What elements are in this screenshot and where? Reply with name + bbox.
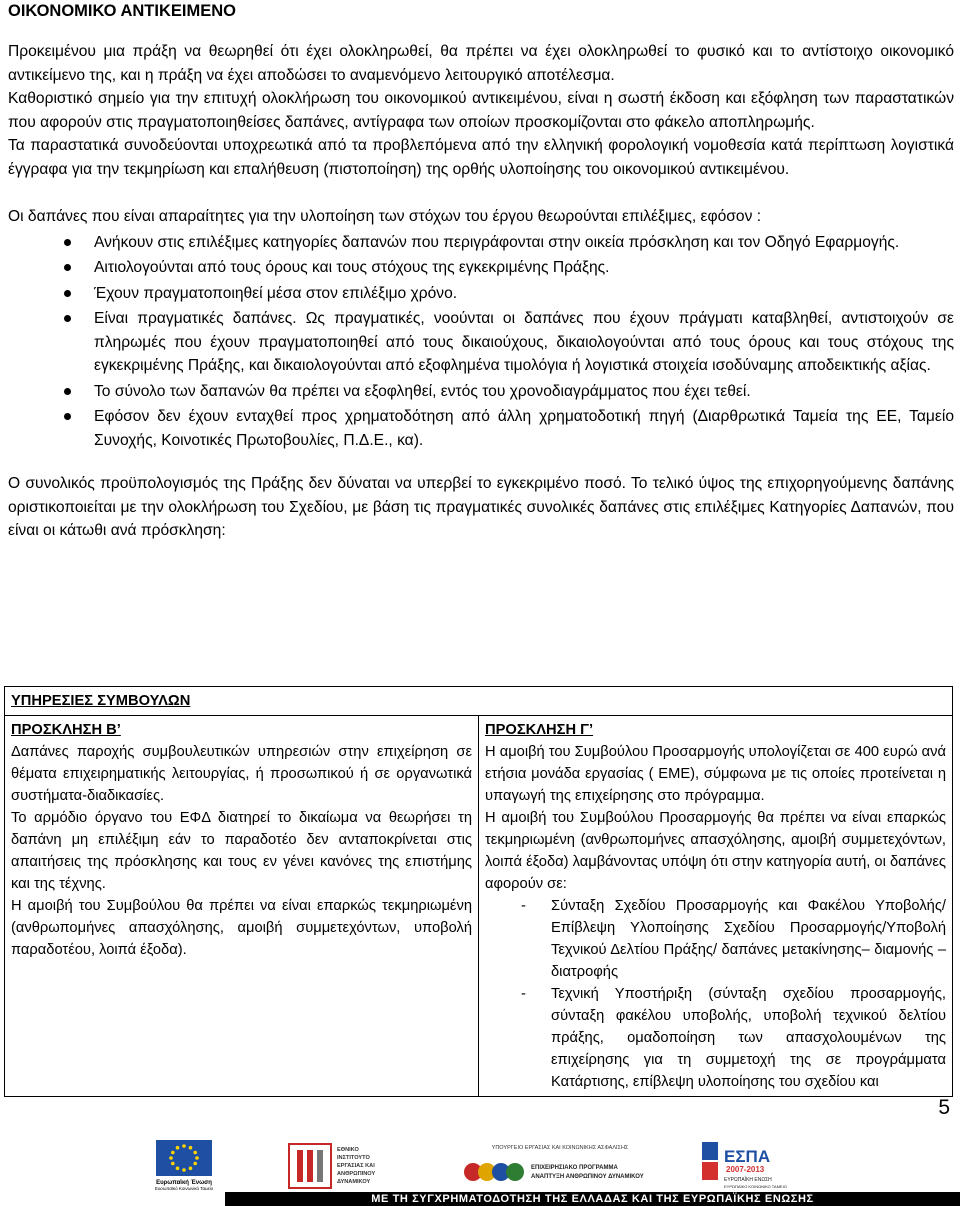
list-item: Έχουν πραγματοποιηθεί μέσα στον επιλέξιμο χρόνο. xyxy=(8,282,954,306)
svg-text:ΕΥΡΩΠΑΪΚΗ ΕΝΩΣΗ: ΕΥΡΩΠΑΪΚΗ ΕΝΩΣΗ xyxy=(724,1177,772,1183)
list-item: Εφόσον δεν έχουν ενταχθεί προς χρηματοδότηση από άλλη χρηματοδοτική πηγή (Διαρθρωτικά Ταμεία της ΕΕ, Ταμείο Συνοχής, Κοινοτικές Πρωτοβουλίες, Π.Δ.Ε., κα). xyxy=(8,405,954,452)
eiead-logo xyxy=(285,1140,395,1190)
paragraph-1: Προκειμένου μια πράξη να θεωρηθεί ότι έχει ολοκληρωθεί, θα πρέπει να έχει ολοκληρωθεί το φυσικό και το αντίστοιχο οικονομικό αντικείμενο της, και η πράξη να έχει αποδώσει το αναμενόμενο λειτουργικό αποτέλεσμα. xyxy=(8,43,954,84)
eu-flag-logo xyxy=(150,1140,218,1190)
call-b-paragraph-2: Το αρμόδιο όργανο του ΕΦΔ διατηρεί το δικαίωμα να θεωρήσει τη δαπάνη μη επιλέξιμη εάν το παραδοτέο δεν ανταποκρίνεται στις απαιτήσεις της πρόσκλησης και τους εν γένει κανόνες της επιστήμης και της τέχνης. xyxy=(11,810,472,892)
section-heading: ΟΙΚΟΝΟΜΙΚΟ ΑΝΤΙΚΕΙΜΕΝΟ xyxy=(8,2,236,20)
list-item: Αιτιολογούνται από τους όρους και τους στόχους της εγκεκριμένης Πράξης. xyxy=(8,256,954,280)
bullet-icon xyxy=(64,264,71,271)
bullet-icon xyxy=(64,413,71,420)
dash-icon: - xyxy=(521,986,526,1002)
call-c-paragraph-1: Η αμοιβή του Συμβούλου Προσαρμογής υπολογίζεται σε 400 ευρώ ανά ετήσια μονάδα εργασίας ( ΕΜΕ), σύμφωνα με τις οποίες προτείνεται η υπαγωγή της επιχείρησης στο πρόγραμμα. xyxy=(485,744,946,804)
svg-text:2007-2013: 2007-2013 xyxy=(726,1165,765,1174)
funding-footer xyxy=(0,1136,960,1206)
call-c-list xyxy=(485,895,946,1093)
logo-row xyxy=(0,1136,960,1194)
table-title: ΥΠΗΡΕΣΙΕΣ ΣΥΜΒΟΥΛΩΝ xyxy=(11,693,191,709)
list-item: - Τεχνική Υποστήριξη (σύνταξη σχεδίου προσαρμογής, σύνταξη φακέλου υποβολής, υποβολή τεχνικού δελτίου πράξης, ομαδοποίηση των απασχολουμένων της επιχείρησης για τη συμμετοχή της σε προγράμματα Κατάρτισης, επίβλεψη υλοποίησης του σχεδίου και xyxy=(485,983,946,1093)
call-c-cell xyxy=(479,716,953,1097)
document-page xyxy=(8,0,954,543)
call-c-heading: ΠΡΟΣΚΛΗΣΗ Γ’ xyxy=(485,722,594,738)
bullet-icon xyxy=(64,239,71,246)
svg-text:ΔΥΝΑΜΙΚΟΥ: ΔΥΝΑΜΙΚΟΥ xyxy=(337,1179,371,1185)
dash-icon: - xyxy=(521,898,526,914)
svg-text:Ευρωπαϊκό Κοινωνικό Ταμείο: Ευρωπαϊκό Κοινωνικό Ταμείο xyxy=(154,1186,214,1190)
svg-text:ΕΠΙΧΕΙΡΗΣΙΑΚΟ ΠΡΟΓΡΑΜΜΑ: ΕΠΙΧΕΙΡΗΣΙΑΚΟ ΠΡΟΓΡΑΜΜΑ xyxy=(531,1165,618,1171)
expense-categories-table xyxy=(4,686,953,1097)
svg-text:ΑΝΑΠΤΥΞΗ ΑΝΘΡΩΠΙΝΟΥ ΔΥΝΑΜΙΚΟΥ: ΑΝΑΠΤΥΞΗ ΑΝΘΡΩΠΙΝΟΥ ΔΥΝΑΜΙΚΟΥ xyxy=(531,1174,644,1180)
paragraph-2: Καθοριστικό σημείο για την επιτυχή ολοκλήρωση του οικονομικού αντικειμένου, είναι η σωστή έκδοση και εξόφληση των παραστατικών που αφορούν στις πραγματοποιηθείσες δαπάνες, αντίγραφα των οποίων προσκομίζονται στο φάκελο αποπληρωμής. xyxy=(8,90,954,131)
bullet-icon xyxy=(64,315,71,322)
svg-text:ΕΥΡΩΠΑΪΚΟ ΚΟΙΝΩΝΙΚΟ ΤΑΜΕΙΟ: ΕΥΡΩΠΑΪΚΟ ΚΟΙΝΩΝΙΚΟ ΤΑΜΕΙΟ xyxy=(724,1184,787,1189)
eligibility-list xyxy=(8,231,954,453)
paragraph-5: Ο συνολικός προϋπολογισμός της Πράξης δεν δύναται να υπερβεί το εγκεκριμένο ποσό. Το τελικό ύψος της επιχορηγούμενης δαπάνης οριστικοποιείται με την ολοκλήρωση του Σχεδίου, με βάση τις πραγματικές συνολικές δαπάνες στις επιλέξιμες Κατηγορίες Δαπανών, που είναι οι κάτωθι ανά πρόσκληση: xyxy=(8,475,954,539)
call-b-cell xyxy=(5,716,479,1097)
paragraph-4: Οι δαπάνες που είναι απαραίτητες για την υλοποίηση των στόχων του έργου θεωρούνται επιλέξιμες, εφόσον : xyxy=(8,208,762,225)
svg-text:ΕΡΓΑΣΙΑΣ ΚΑΙ: ΕΡΓΑΣΙΑΣ ΚΑΙ xyxy=(337,1163,375,1169)
svg-text:ΕΘΝΙΚΟ: ΕΘΝΙΚΟ xyxy=(337,1147,359,1153)
table-title-cell xyxy=(5,687,953,716)
call-c-paragraph-2: Η αμοιβή του Συμβούλου Προσαρμογής θα πρέπει να είναι επαρκώς τεκμηριωμένη (ανθρωπομήνες απασχόλησης, αμοιβή συμμετεχόντων, λοιπά έξοδα) λαμβάνοντας υπόψη ότι στην κατηγορία αυτή, οι δαπάνες αφορούν σε: xyxy=(485,810,946,892)
page-number: 5 xyxy=(938,1096,950,1119)
bullet-icon xyxy=(64,388,71,395)
list-item: Ανήκουν στις επιλέξιμες κατηγορίες δαπανών που περιγράφονται στην οικεία πρόσκληση και τον Οδηγό Εφαρμογής. xyxy=(8,231,954,255)
paragraph-3: Τα παραστατικά συνοδεύονται υποχρεωτικά από τα προβλεπόμενα από την ελληνική φορολογική νομοθεσία κατά περίπτωση λογιστικά έγγραφα για την τεκμηρίωση και επαλήθευση (πιστοποίηση) της ορθής υλοποίησης του οικονομικού αντικειμένου. xyxy=(8,137,954,178)
call-b-paragraph-1: Δαπάνες παροχής συμβουλευτικών υπηρεσιών στην επιχείρηση σε θέματα επιχειρηματικής λειτουργίας, ή προσωπικού ή σε οργανωτικά συστήματα-διαδικασίες. xyxy=(11,744,472,804)
svg-text:Ευρωπαϊκή Ένωση: Ευρωπαϊκή Ένωση xyxy=(156,1180,212,1186)
list-item: Το σύνολο των δαπανών θα πρέπει να εξοφληθεί, εντός του χρονοδιαγράμματος που έχει τεθεί. xyxy=(8,380,954,404)
list-item: - Σύνταξη Σχεδίου Προσαρμογής και Φακέλου Υποβολής/ Επίβλεψη Υλοποίησης Σχεδίου Προσαρμογής/Υποβολή Τεχνικού Δελτίου Πράξης/ δαπάνες μετακίνησης– διαμονής –διατροφής xyxy=(485,895,946,983)
bullet-icon xyxy=(64,290,71,297)
cofunding-strip: ΜΕ ΤΗ ΣΥΓΧΡΗΜΑΤΟΔΟΤΗΣΗ ΤΗΣ ΕΛΛΑΔΑΣ ΚΑΙ ΤΗΣ ΕΥΡΩΠΑΪΚΗΣ ΕΝΩΣΗΣ xyxy=(225,1192,960,1206)
ministry-program-logo xyxy=(455,1140,665,1190)
svg-text:ΙΝΣΤΙΤΟΥΤΟ: ΙΝΣΤΙΤΟΥΤΟ xyxy=(337,1155,370,1161)
espa-logo xyxy=(700,1140,800,1190)
call-b-paragraph-3: Η αμοιβή του Συμβούλου θα πρέπει να είναι επαρκώς τεκμηριωμένη (ανθρωπομήνες απασχόλησης, αμοιβή συμμετεχόντων, υποβολή παραδοτέου, λοιπά έξοδα). xyxy=(11,898,472,958)
svg-text:ΥΠΟΥΡΓΕΙΟ ΕΡΓΑΣΙΑΣ ΚΑΙ ΚΟΙΝΩΝΙ: ΥΠΟΥΡΓΕΙΟ ΕΡΓΑΣΙΑΣ ΚΑΙ ΚΟΙΝΩΝΙΚΗΣ ΑΣΦΑΛΙΣΗΣ xyxy=(491,1145,629,1151)
list-item: Είναι πραγματικές δαπάνες. Ως πραγματικές, νοούνται οι δαπάνες που έχουν πράγματι καταβληθεί, αντιστοιχούν σε πληρωμές που έχουν πραγματοποιηθεί από τους δικαιούχους, δικαιολογούνται από τους όρους και τους στόχους της εγκεκριμένης Πράξης, και δικαιολογούνται από εξοφλημένα τιμολόγια ή λογιστικά στοιχεία ισοδύναμης αποδεικτικής αξίας. xyxy=(8,307,954,378)
call-b-heading: ΠΡΟΣΚΛΗΣΗ Β’ xyxy=(11,722,121,738)
svg-text:ΑΝΘΡΩΠΙΝΟΥ: ΑΝΘΡΩΠΙΝΟΥ xyxy=(337,1171,376,1177)
svg-text:ΕΣΠΑ: ΕΣΠΑ xyxy=(724,1147,771,1166)
